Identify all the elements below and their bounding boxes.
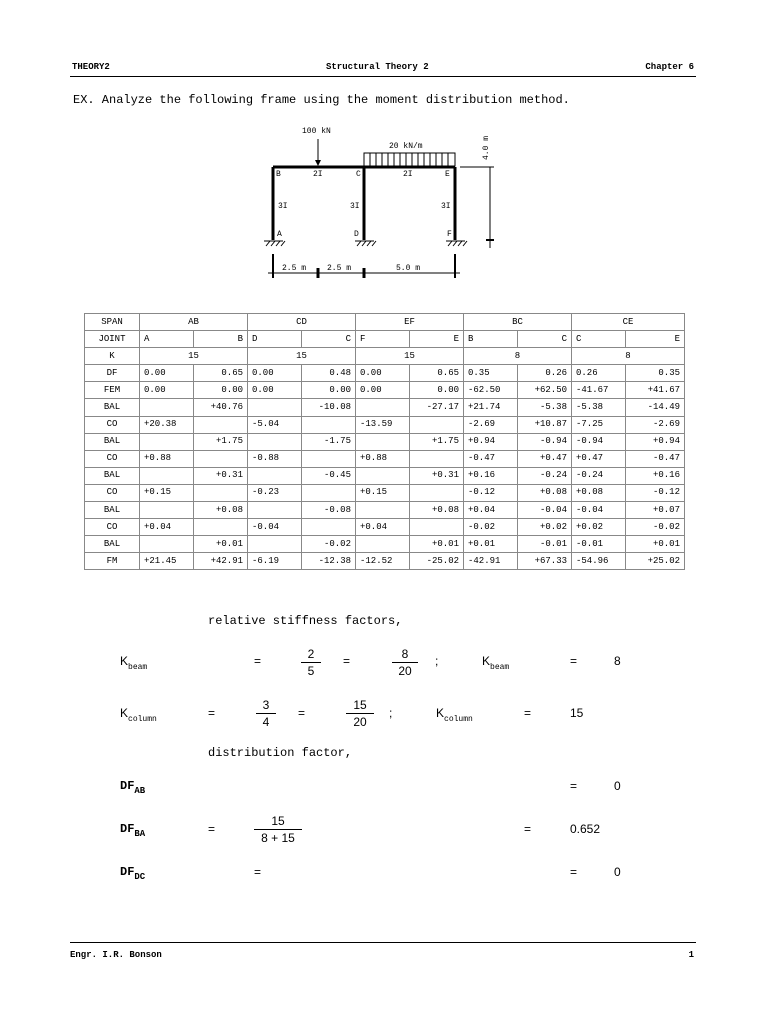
table-cell — [356, 536, 410, 553]
k-cell: 8 — [572, 348, 685, 365]
table-cell: -0.01 — [518, 536, 572, 553]
k-cell: 15 — [356, 348, 464, 365]
table-cell: +0.08 — [518, 484, 572, 501]
support-d — [355, 241, 376, 246]
table-cell — [140, 536, 194, 553]
table-cell — [302, 484, 356, 501]
span-ef: EF — [356, 314, 464, 331]
table-cell: +0.01 — [464, 536, 518, 553]
table-cell — [140, 502, 194, 519]
df-ab-symbol: $DF_{AB}$ — [120, 779, 146, 796]
table-cell: -12.52 — [356, 553, 410, 570]
row-label: BAL — [85, 502, 140, 519]
df-dc-value: 0 — [614, 865, 621, 879]
k-beam-symbol: $K_{beam}$ — [120, 654, 148, 672]
table-cell: +0.15 — [356, 484, 410, 501]
table-cell: -0.94 — [572, 433, 626, 450]
moment-distribution-table — [84, 313, 685, 570]
joint-cell: E — [626, 331, 685, 348]
table-cell: -0.08 — [302, 502, 356, 519]
row-label: BAL — [85, 399, 140, 416]
row-label: BAL — [85, 536, 140, 553]
table-cell — [194, 416, 248, 433]
problem-statement: EX. Analyze the following frame using the moment distribution method. — [73, 93, 570, 107]
span-cd: CD — [248, 314, 356, 331]
table-cell: +0.15 — [140, 484, 194, 501]
header-left: THEORY2 — [72, 62, 110, 72]
table-cell: 0.00 — [248, 382, 302, 399]
equals-sign: = — [208, 822, 216, 836]
row-label: FM — [85, 553, 140, 570]
table-cell: 0.35 — [464, 365, 518, 382]
table-cell: -1.75 — [302, 433, 356, 450]
table-cell: 0.26 — [572, 365, 626, 382]
table-cell: +0.08 — [410, 502, 464, 519]
table-row — [85, 450, 685, 467]
df-dc-symbol: $DF_{DC}$ — [120, 865, 146, 882]
table-cell: -0.04 — [572, 502, 626, 519]
semicolon: ; — [389, 706, 393, 720]
row-label: CO — [85, 450, 140, 467]
table-cell — [410, 519, 464, 536]
equals-sign: = — [524, 706, 532, 720]
support-f — [446, 241, 467, 246]
rel-stiffness-heading: relative stiffness factors, — [208, 614, 403, 628]
table-cell: -5.04 — [248, 416, 302, 433]
row-label: CO — [85, 416, 140, 433]
k-column-symbol: $K_{column}$ — [120, 706, 157, 724]
table-cell: +40.76 — [194, 399, 248, 416]
table-cell: -0.23 — [248, 484, 302, 501]
table-cell: +1.75 — [194, 433, 248, 450]
table-cell: -12.38 — [302, 553, 356, 570]
table-cell: +0.04 — [464, 502, 518, 519]
joint-label-e: E — [445, 170, 450, 179]
table-row — [85, 502, 685, 519]
table-cell: 0.65 — [194, 365, 248, 382]
joint-cell: C — [572, 331, 626, 348]
table-cell: -2.69 — [464, 416, 518, 433]
table-cell: +0.47 — [518, 450, 572, 467]
table-cell: 0.00 — [194, 382, 248, 399]
table-cell: -62.50 — [464, 382, 518, 399]
table-cell: +0.88 — [356, 450, 410, 467]
table-cell: 0.35 — [626, 365, 685, 382]
table-cell: +0.02 — [572, 519, 626, 536]
table-cell: -27.17 — [410, 399, 464, 416]
table-cell — [194, 519, 248, 536]
table-row — [85, 519, 685, 536]
table-cell — [140, 433, 194, 450]
equals-sign: = — [570, 865, 578, 879]
equals-sign: = — [570, 654, 578, 668]
table-cell: -6.19 — [248, 553, 302, 570]
table-cell: +0.31 — [194, 467, 248, 484]
joint-header: JOINT — [85, 331, 140, 348]
table-cell — [248, 536, 302, 553]
span-ab: AB — [140, 314, 248, 331]
equals-sign: = — [208, 706, 216, 720]
joint-label-d: D — [354, 230, 359, 239]
joint-cell: E — [410, 331, 464, 348]
table-cell: 0.00 — [302, 382, 356, 399]
df-ba-fraction: $\frac{15}{8 + 15}$ — [254, 813, 302, 846]
table-cell: +0.16 — [464, 467, 518, 484]
table-cell: 0.48 — [302, 365, 356, 382]
footer-author: Engr. I.R. Bonson — [70, 950, 162, 960]
df-ba-value: 0.652 — [570, 822, 601, 836]
table-cell: 0.26 — [518, 365, 572, 382]
table-cell: +21.45 — [140, 553, 194, 570]
column-fraction-1: $\frac{3}{4}$ — [256, 697, 276, 730]
support-a — [264, 241, 285, 246]
table-cell: +0.94 — [626, 433, 685, 450]
k-cell: 15 — [248, 348, 356, 365]
joint-label-f: F — [447, 230, 452, 239]
table-cell: +0.01 — [194, 536, 248, 553]
joint-label-a: A — [277, 230, 282, 239]
row-label: BAL — [85, 467, 140, 484]
table-cell: -0.47 — [626, 450, 685, 467]
table-cell: -54.96 — [572, 553, 626, 570]
beam-fraction-2: $\frac{8}{20}$ — [392, 646, 418, 679]
table-cell: 0.00 — [356, 365, 410, 382]
point-load-label: 100 kN — [302, 127, 331, 136]
table-row — [85, 399, 685, 416]
joint-cell: C — [518, 331, 572, 348]
table-cell: +0.08 — [572, 484, 626, 501]
udl-label: 20 kN/m — [389, 142, 423, 151]
equals-sign: = — [298, 706, 306, 720]
table-cell — [302, 416, 356, 433]
table-cell: -0.02 — [626, 519, 685, 536]
table-cell: +0.47 — [572, 450, 626, 467]
table-cell — [248, 399, 302, 416]
joint-cell: D — [248, 331, 302, 348]
table-cell — [194, 450, 248, 467]
page-number: 1 — [688, 950, 694, 960]
table-cell: -25.02 — [410, 553, 464, 570]
table-cell — [356, 502, 410, 519]
joint-label-b: B — [276, 170, 281, 179]
row-label: CO — [85, 519, 140, 536]
table-row — [85, 382, 685, 399]
row-label: CO — [85, 484, 140, 501]
table-cell: -0.88 — [248, 450, 302, 467]
column-fraction-2: $\frac{15}{20}$ — [346, 697, 374, 730]
row-label: BAL — [85, 433, 140, 450]
table-cell: +41.67 — [626, 382, 685, 399]
joint-cell: F — [356, 331, 410, 348]
table-cell: -0.02 — [464, 519, 518, 536]
beam-label-bc: 2I — [313, 170, 323, 179]
footer-rule — [70, 942, 696, 943]
table-cell — [302, 519, 356, 536]
table-cell — [248, 467, 302, 484]
table-cell: -0.04 — [518, 502, 572, 519]
column-label-ab: 3I — [278, 202, 288, 211]
equals-sign: = — [254, 865, 262, 879]
span-row — [85, 314, 685, 331]
table-cell: +0.88 — [140, 450, 194, 467]
table-cell: 0.00 — [248, 365, 302, 382]
table-cell — [356, 433, 410, 450]
joint-cell: B — [194, 331, 248, 348]
table-cell: +0.01 — [410, 536, 464, 553]
k-cell: 8 — [464, 348, 572, 365]
k-column-result: 15 — [570, 706, 584, 720]
dist-factor-heading: distribution factor, — [208, 746, 353, 760]
table-cell: 0.00 — [140, 365, 194, 382]
row-label: FEM — [85, 382, 140, 399]
table-cell: 0.00 — [356, 382, 410, 399]
udl-block — [364, 153, 455, 166]
df-ba-symbol: $DF_{BA}$ — [120, 822, 146, 839]
column-label-cd: 3I — [350, 202, 360, 211]
table-cell — [194, 484, 248, 501]
table-cell: +10.87 — [518, 416, 572, 433]
column-label-ef: 3I — [441, 202, 451, 211]
equals-sign: = — [524, 822, 532, 836]
table-cell: -13.59 — [356, 416, 410, 433]
equals-sign: = — [343, 654, 351, 668]
table-cell: +1.75 — [410, 433, 464, 450]
table-cell: +0.16 — [626, 467, 685, 484]
dim-label-2: 2.5 m — [327, 264, 352, 273]
table-cell: +0.01 — [626, 536, 685, 553]
table-cell — [356, 399, 410, 416]
udl-arrows — [370, 153, 448, 166]
row-label: DF — [85, 365, 140, 382]
table-row — [85, 416, 685, 433]
table-cell: -14.49 — [626, 399, 685, 416]
span-header: SPAN — [85, 314, 140, 331]
table-cell: -0.47 — [464, 450, 518, 467]
table-cell: -7.25 — [572, 416, 626, 433]
table-cell: +62.50 — [518, 382, 572, 399]
table-cell — [410, 416, 464, 433]
semicolon: ; — [435, 654, 439, 668]
table-cell: +0.31 — [410, 467, 464, 484]
table-row — [85, 467, 685, 484]
table-cell: -5.38 — [572, 399, 626, 416]
table-cell: +0.04 — [356, 519, 410, 536]
table-cell: -42.91 — [464, 553, 518, 570]
table-cell: +0.04 — [140, 519, 194, 536]
df-ab-value: 0 — [614, 779, 621, 793]
dim-label-1: 2.5 m — [282, 264, 307, 273]
span-bc: BC — [464, 314, 572, 331]
k-beam-result: 8 — [614, 654, 621, 668]
table-cell: +0.08 — [194, 502, 248, 519]
table-cell: +42.91 — [194, 553, 248, 570]
table-cell — [140, 467, 194, 484]
joint-label-c: C — [356, 170, 361, 179]
k-header: K — [85, 348, 140, 365]
table-cell: 0.00 — [410, 382, 464, 399]
joint-row — [85, 331, 685, 348]
span-ce: CE — [572, 314, 685, 331]
table-cell: -0.94 — [518, 433, 572, 450]
table-cell: +21.74 — [464, 399, 518, 416]
beam-label-ce: 2I — [403, 170, 413, 179]
table-cell: -2.69 — [626, 416, 685, 433]
table-cell: +67.33 — [518, 553, 572, 570]
table-cell: +20.38 — [140, 416, 194, 433]
height-label: 4.0 m — [482, 135, 491, 160]
joint-cell: C — [302, 331, 356, 348]
table-cell — [140, 399, 194, 416]
table-cell — [248, 433, 302, 450]
table-cell: -10.08 — [302, 399, 356, 416]
header-right: Chapter 6 — [645, 62, 694, 72]
table-cell: +0.94 — [464, 433, 518, 450]
k-cell: 15 — [140, 348, 248, 365]
k-beam-symbol-2: $K_{beam}$ — [482, 654, 510, 672]
k-row — [85, 348, 685, 365]
joint-cell: B — [464, 331, 518, 348]
table-cell: -0.02 — [302, 536, 356, 553]
table-cell — [302, 450, 356, 467]
equals-sign: = — [254, 654, 262, 668]
table-cell — [410, 450, 464, 467]
table-cell: -0.45 — [302, 467, 356, 484]
table-cell: 0.00 — [140, 382, 194, 399]
table-cell — [356, 467, 410, 484]
table-row — [85, 484, 685, 501]
table-cell: +0.07 — [626, 502, 685, 519]
table-row — [85, 433, 685, 450]
k-column-symbol-2: $K_{column}$ — [436, 706, 473, 724]
table-cell: 0.65 — [410, 365, 464, 382]
joint-cell: A — [140, 331, 194, 348]
table-cell: -0.12 — [464, 484, 518, 501]
table-cell: -41.67 — [572, 382, 626, 399]
table-cell: -5.38 — [518, 399, 572, 416]
table-cell: -0.24 — [518, 467, 572, 484]
table-cell — [248, 502, 302, 519]
table-row — [85, 365, 685, 382]
table-row — [85, 553, 685, 570]
table-cell: +25.02 — [626, 553, 685, 570]
table-cell: +0.02 — [518, 519, 572, 536]
header-center: Structural Theory 2 — [326, 62, 429, 72]
equals-sign: = — [570, 779, 578, 793]
table-cell: -0.04 — [248, 519, 302, 536]
table-cell: -0.24 — [572, 467, 626, 484]
frame-figure — [0, 0, 768, 300]
table-cell: -0.12 — [626, 484, 685, 501]
dim-label-3: 5.0 m — [396, 264, 421, 273]
table-row — [85, 536, 685, 553]
beam-fraction-1: $\frac{2}{5}$ — [301, 646, 321, 679]
table-cell: -0.01 — [572, 536, 626, 553]
table-cell — [410, 484, 464, 501]
